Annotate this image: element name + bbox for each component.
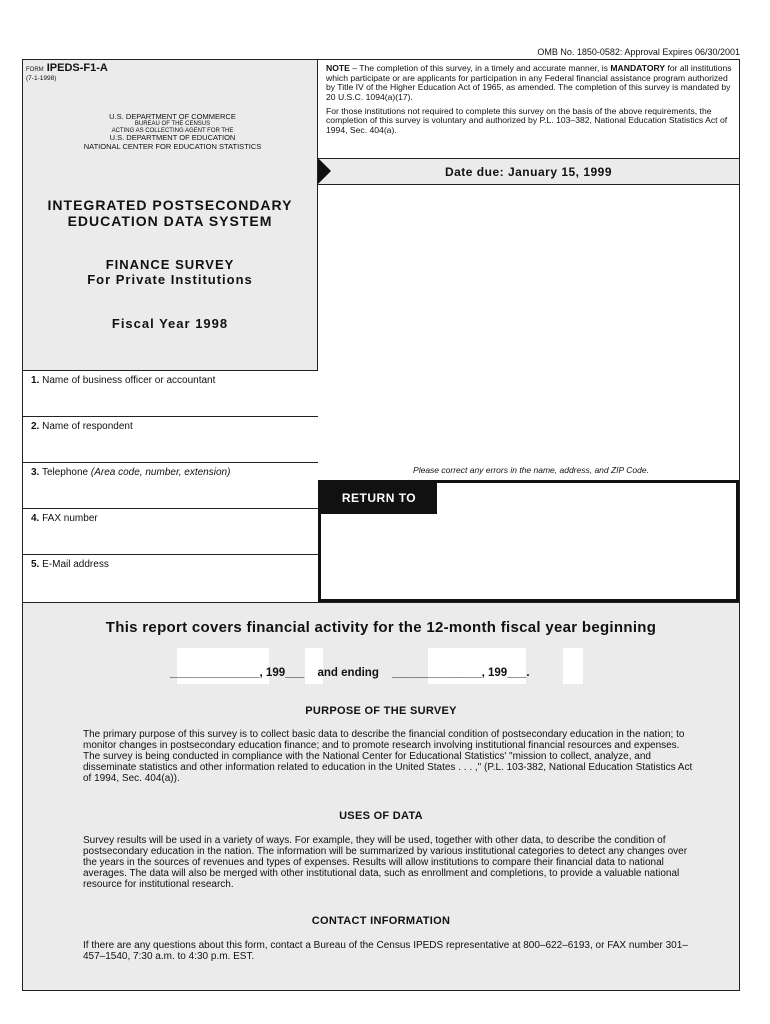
- field-label: Name of respondent: [42, 421, 133, 432]
- field-label: E-Mail address: [42, 559, 109, 570]
- omb-number: OMB No. 1850-0582: Approval Expires 06/30/2001: [537, 47, 740, 57]
- field-respondent[interactable]: [23, 416, 318, 462]
- agency-line-2: BUREAU OF THE CENSUS: [134, 121, 211, 128]
- field-label: Name of business officer or accountant: [42, 375, 216, 386]
- uses-text: Survey results will be used in a variety of ways. For example, they will be used, together with other data, to describe the condition of postsecondary education in the nation. The information will be summarized by various institutional categories to detect any changes over the years in the sources of revenues and types of expenses. Results will allow institutions to compare their financial data to national averages. The data will also be merged with other institutional data, such as enrollment and completions, to provide a valuable national resource for institutional research.: [83, 835, 688, 890]
- survey-subtitle: For Private Institutions: [87, 271, 253, 287]
- agency-line-4: U.S. DEPARTMENT OF EDUCATION: [109, 133, 236, 143]
- note-text-1b: for all institutions which participate or are applicants for participation in any Federal financial assistance program authorized by Title IV of the Higher Education Act of 1965, as amended. The completion of this survey is mandated by 20 U.S.C. 1094(a)(17).: [326, 63, 732, 102]
- covers-heading: This report covers financial activity for the 12-month fiscal year beginning: [105, 619, 657, 636]
- note-text-1a: – The completion of this survey, in a timely and accurate manner, is: [349, 63, 611, 73]
- agency-block: [30, 113, 315, 151]
- fiscal-year: Fiscal Year 1998: [111, 315, 229, 331]
- contact-heading: CONTACT INFORMATION: [311, 915, 451, 927]
- field-number: 3.: [31, 467, 40, 478]
- field-email[interactable]: [23, 554, 318, 602]
- field-telephone[interactable]: [23, 462, 318, 508]
- return-to-label: RETURN TO: [321, 483, 437, 514]
- survey-name: FINANCE SURVEY: [105, 257, 235, 273]
- field-number: 5.: [31, 559, 40, 570]
- fiscal-period: [170, 667, 600, 679]
- and-ending-text: and ending: [317, 667, 379, 679]
- arrow-right-icon: [318, 158, 331, 184]
- title-line-2: EDUCATION DATA SYSTEM: [67, 213, 273, 230]
- field-label: FAX number: [42, 513, 98, 524]
- note-text-2: For those institutions not required to complete this survey on the basis of the above requirements, the completion of this survey is voluntary and authorized by P.L. 103–382, National Education Statistics Act of 1994, Sec. 404(a).: [326, 105, 728, 135]
- form-date: (7-1-1998): [26, 75, 57, 82]
- title-block: [30, 197, 310, 331]
- purpose-text: The primary purpose of this survey is to collect basic data to describe the financial condition of postsecondary education in the nation; to monitor changes in postsecondary education finance; and to promote research involving institutional financial resources and expenses. The survey is being conducted in compliance with the National Center for Educational Statistics' "mission to collect, analyze, and disseminate statistics and other information related to education in the United States . . . ," (P.L. 103-382, National Education Statistics Act of 1994, Sec. 404(a)).: [83, 729, 693, 784]
- field-business-officer[interactable]: [23, 370, 318, 416]
- info-section: [23, 602, 739, 990]
- note-label: NOTE: [326, 63, 350, 73]
- mandatory-note: [326, 64, 736, 139]
- end-date-text: ______________, 199___.: [392, 667, 530, 679]
- field-hint: (Area code, number, extension): [90, 467, 231, 478]
- date-due: Date due: January 15, 1999: [318, 158, 739, 185]
- begin-date-text: ______________, 199___: [170, 667, 305, 679]
- title-line-1: INTEGRATED POSTSECONDARY: [47, 197, 293, 213]
- uses-heading: USES OF DATA: [339, 810, 423, 822]
- field-number: 1.: [31, 375, 40, 386]
- contact-text: If there are any questions about this form, contact a Bureau of the Census IPEDS representative at 800–622–6193, or FAX number 301–457–1540, 7:30 a.m. to 4:30 p.m. EST.: [83, 940, 688, 962]
- form-prefix: FORM: [26, 67, 44, 73]
- correction-note: Please correct any errors in the name, address, and ZIP Code.: [413, 465, 649, 475]
- field-fax[interactable]: [23, 508, 318, 554]
- field-number: 2.: [31, 421, 40, 432]
- mandatory-word: MANDATORY: [610, 63, 666, 73]
- form-number: IPEDS-F1-A: [46, 62, 108, 74]
- field-number: 4.: [31, 513, 40, 524]
- field-label: Telephone: [41, 467, 91, 478]
- agency-line-3: ACTING AS COLLECTING AGENT FOR THE: [111, 127, 234, 134]
- agency-line-1: U.S. DEPARTMENT OF COMMERCE: [109, 112, 236, 121]
- form-id: [26, 62, 108, 74]
- purpose-heading: PURPOSE OF THE SURVEY: [305, 705, 457, 717]
- agency-line-5: NATIONAL CENTER FOR EDUCATION STATISTICS: [83, 141, 262, 151]
